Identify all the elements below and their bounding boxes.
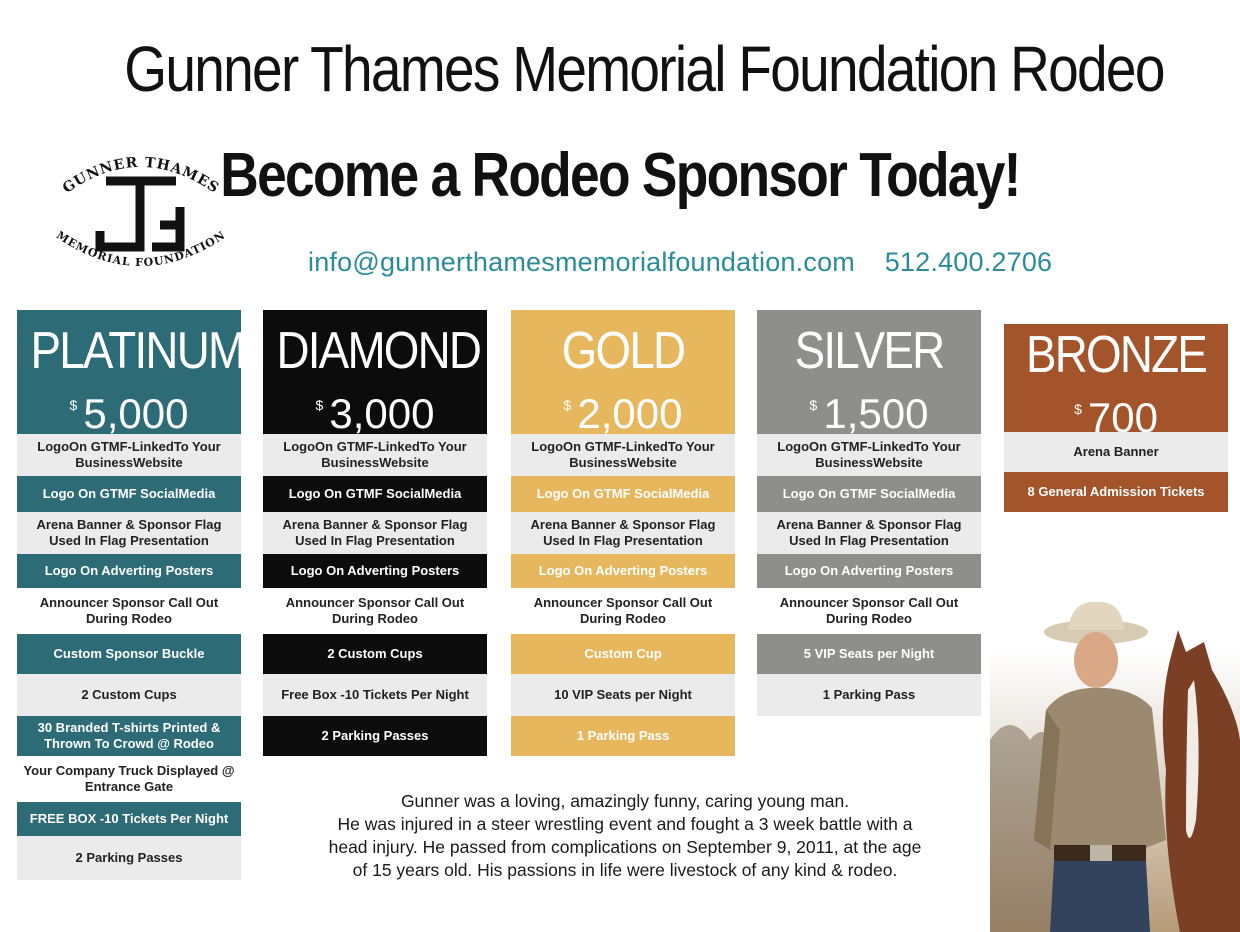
benefit-row: LogoOn GTMF-LinkedTo Your BusinessWebsite — [511, 434, 735, 476]
tier-name: PLATINUM — [30, 322, 245, 380]
benefit-row: Logo On GTMF SocialMedia — [511, 476, 735, 512]
tier-platinum-header — [17, 310, 245, 437]
page-title: Gunner Thames Memorial Foundation Rodeo — [124, 33, 1164, 105]
benefit-row: Logo On Adverting Posters — [263, 554, 487, 588]
benefit-row: Announcer Sponsor Call Out During Rodeo — [757, 588, 981, 634]
tier-price: $ 1,500 — [809, 390, 929, 437]
tier-price: $ 3,000 — [315, 390, 435, 437]
benefit-row: FREE BOX -10 Tickets Per Night — [17, 802, 241, 836]
benefit-row: Custom Cup — [511, 634, 735, 674]
story-line: of 15 years old. His passions in life were livestock of any kind & rodeo. — [352, 860, 898, 880]
benefit-row: 2 Custom Cups — [263, 634, 487, 674]
benefit-row: LogoOn GTMF-LinkedTo Your BusinessWebsite — [17, 434, 241, 476]
benefit-row: Free Box -10 Tickets Per Night — [263, 674, 487, 716]
benefit-row: 2 Custom Cups — [17, 674, 241, 716]
tier-name: GOLD — [561, 322, 685, 380]
benefit-row: Logo On GTMF SocialMedia — [757, 476, 981, 512]
benefit-row: Logo On Adverting Posters — [757, 554, 981, 588]
benefit-row: 1 Parking Pass — [511, 716, 735, 756]
benefit-row: 8 General Admission Tickets — [1004, 472, 1228, 512]
foundation-logo — [48, 145, 232, 280]
benefit-row: Arena Banner & Sponsor Flag Used In Flag Presentation — [511, 512, 735, 554]
logo-monogram-icon — [100, 181, 182, 247]
benefit-row: Custom Sponsor Buckle — [17, 634, 241, 674]
tier-platinum — [17, 310, 245, 880]
contact-phone[interactable]: 512.400.2706 — [884, 247, 1053, 277]
benefit-row: Logo On GTMF SocialMedia — [263, 476, 487, 512]
tier-price: $ 5,000 — [69, 390, 189, 437]
benefit-row: LogoOn GTMF-LinkedTo Your BusinessWebsite — [757, 434, 981, 476]
benefit-row: 1 Parking Pass — [757, 674, 981, 716]
tier-price: $ 700 — [1074, 394, 1158, 441]
benefit-row: Arena Banner — [1004, 432, 1228, 472]
tier-diamond-header — [263, 310, 487, 437]
tier-silver-header — [757, 310, 981, 437]
benefit-row: 30 Branded T-shirts Printed & Thrown To Crowd @ Rodeo — [17, 716, 241, 756]
tier-gold-header — [511, 310, 735, 437]
logo-bottom-text: MEMORIAL FOUNDATION — [53, 228, 228, 270]
story-line: head injury. He passed from complications on September 9, 2011, at the age — [328, 837, 922, 857]
tier-name: DIAMOND — [276, 322, 481, 380]
tier-bronze — [1004, 324, 1228, 512]
benefit-row: Arena Banner & Sponsor Flag Used In Flag Presentation — [263, 512, 487, 554]
cowboy-with-horse-photo — [990, 590, 1240, 932]
contact-line — [308, 247, 1052, 278]
benefit-row: 10 VIP Seats per Night — [511, 674, 735, 716]
tier-bronze-header — [1004, 324, 1228, 441]
logo-top-text: GUNNER THAMES — [59, 154, 222, 197]
benefit-row: Arena Banner & Sponsor Flag Used In Flag Presentation — [17, 512, 241, 554]
benefit-row: Your Company Truck Displayed @ Entrance Gate — [17, 756, 241, 802]
contact-email[interactable]: info@gunnerthamesmemorialfoundation.com — [308, 247, 855, 277]
benefit-row: Announcer Sponsor Call Out During Rodeo — [17, 588, 241, 634]
tier-name: BRONZE — [1025, 326, 1207, 384]
tier-gold — [511, 310, 735, 756]
benefit-row: 5 VIP Seats per Night — [757, 634, 981, 674]
benefit-row: Announcer Sponsor Call Out During Rodeo — [511, 588, 735, 634]
benefit-row: 2 Parking Passes — [263, 716, 487, 756]
benefit-row: Logo On Adverting Posters — [511, 554, 735, 588]
story-line: Gunner was a loving, amazingly funny, caring young man. — [400, 791, 850, 811]
story-line: He was injured in a steer wrestling event and fought a 3 week battle with a — [337, 814, 913, 834]
benefit-row: Arena Banner & Sponsor Flag Used In Flag Presentation — [757, 512, 981, 554]
benefit-row: Logo On GTMF SocialMedia — [17, 476, 241, 512]
memorial-story — [285, 790, 965, 882]
benefit-row: Logo On Adverting Posters — [17, 554, 241, 588]
page-subtitle: Become a Rodeo Sponsor Today! — [220, 141, 1020, 210]
tier-name: SILVER — [794, 322, 944, 380]
tier-silver — [757, 310, 981, 716]
benefit-row: 2 Parking Passes — [17, 836, 241, 880]
benefit-row: LogoOn GTMF-LinkedTo Your BusinessWebsite — [263, 434, 487, 476]
benefit-row: Announcer Sponsor Call Out During Rodeo — [263, 588, 487, 634]
tier-diamond — [263, 310, 487, 756]
tier-price: $ 2,000 — [563, 390, 683, 437]
